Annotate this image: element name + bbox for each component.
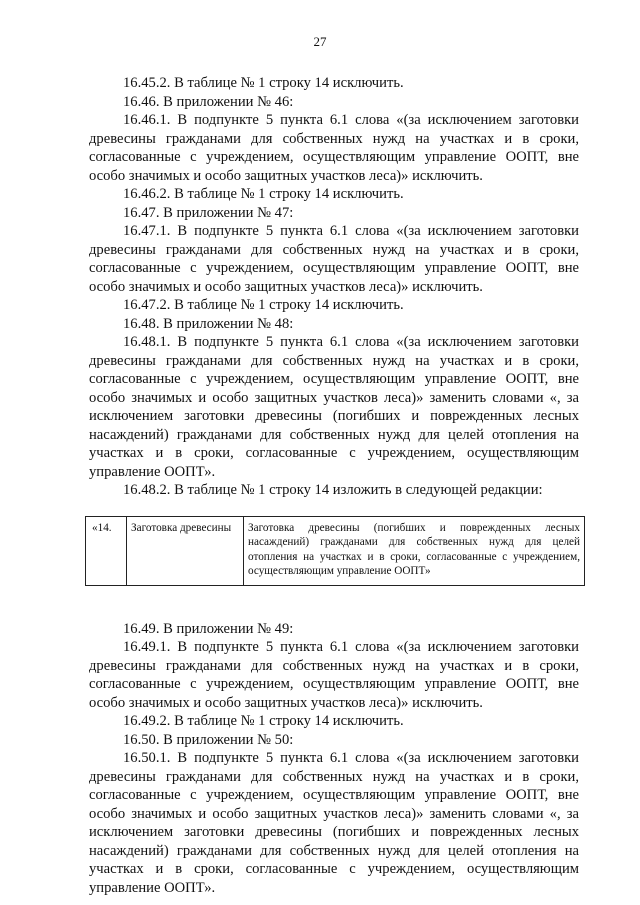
table-cell-name: Заготовка древесины bbox=[127, 516, 244, 585]
paragraph-16-48: 16.48. В приложении № 48: bbox=[123, 315, 294, 332]
page-number: 27 bbox=[313, 34, 327, 49]
table-row bbox=[86, 516, 585, 585]
table-cell-row-number: «14. bbox=[86, 516, 127, 585]
paragraph-16-50: 16.50. В приложении № 50: bbox=[123, 731, 294, 748]
paragraph-16-48-1: 16.48.1. В подпункте 5 пункта 6.1 слова «(за исключением заготовки древесины гражданами для собственных нужд на участках и в сроки, согласованные с учреждением, осуществляющим управление ООПТ, вне особо значимых и особо защитных участков леса)» заменить словами «, за исключением заготовки древесины (погибших и поврежденных лесных насаждений) гражданами для собственных нужд для целей отопления на участках и в сроки, согласованные с учреждением, осуществляющим управление ООПТ». bbox=[89, 334, 579, 480]
paragraph-16-49: 16.49. В приложении № 49: bbox=[123, 620, 294, 637]
paragraph-16-46-2: 16.46.2. В таблице № 1 строку 14 исключить. bbox=[123, 186, 404, 202]
paragraph-16-47-1: 16.47.1. В подпункте 5 пункта 6.1 слова «(за исключением заготовки древесины гражданами для собственных нужд на участках и в сроки, согласованные с учреждением, осуществляющим управление ООПТ, вне особо значимых и особо защитных участков леса)» исключить. bbox=[89, 223, 579, 295]
table-cell-description: Заготовка древесины (погибших и поврежденных лесных насаждений) гражданами для собственных нужд для целей отопления на участках и в сроки, согласованные с учреждением, осуществляющим управление ООПТ» bbox=[244, 516, 585, 585]
paragraph-16-45-2: 16.45.2. В таблице № 1 строку 14 исключить. bbox=[123, 75, 404, 91]
amendment-table bbox=[85, 516, 585, 586]
paragraph-16-46-1: 16.46.1. В подпункте 5 пункта 6.1 слова «(за исключением заготовки древесины гражданами для собственных нужд на участках и в сроки, согласованные с учреждением, осуществляющим управление ООПТ, вне особо значимых и особо защитных участков леса)» исключить. bbox=[89, 112, 579, 184]
paragraph-16-49-2: 16.49.2. В таблице № 1 строку 14 исключить. bbox=[123, 713, 404, 730]
paragraph-16-50-1: 16.50.1. В подпункте 5 пункта 6.1 слова «(за исключением заготовки древесины гражданами для собственных нужд на участках и в сроки, согласованные с учреждением, осуществляющим управление ООПТ, вне особо значимых и особо защитных участков леса)» заменить словами «, за исключением заготовки древесины (погибших и поврежденных лесных насаждений) гражданами для собственных нужд для целей отопления на участках и в сроки, согласованные с учреждением, осуществляющим управление ООПТ». bbox=[89, 750, 579, 896]
paragraph-16-47-2: 16.47.2. В таблице № 1 строку 14 исключить. bbox=[123, 297, 404, 313]
document-body bbox=[89, 74, 579, 897]
paragraph-16-48-2: 16.48.2. В таблице № 1 строку 14 изложить в следующей редакции: bbox=[123, 482, 543, 498]
paragraph-16-46: 16.46. В приложении № 46: bbox=[123, 93, 294, 110]
paragraph-16-47: 16.47. В приложении № 47: bbox=[123, 204, 294, 221]
paragraphs-after-table bbox=[89, 620, 579, 898]
paragraph-16-49-1: 16.49.1. В подпункте 5 пункта 6.1 слова «(за исключением заготовки древесины гражданами для собственных нужд на участках и в сроки, согласованные с учреждением, осуществляющим управление ООПТ, вне особо значимых и особо защитных участков леса)» исключить. bbox=[89, 639, 579, 711]
